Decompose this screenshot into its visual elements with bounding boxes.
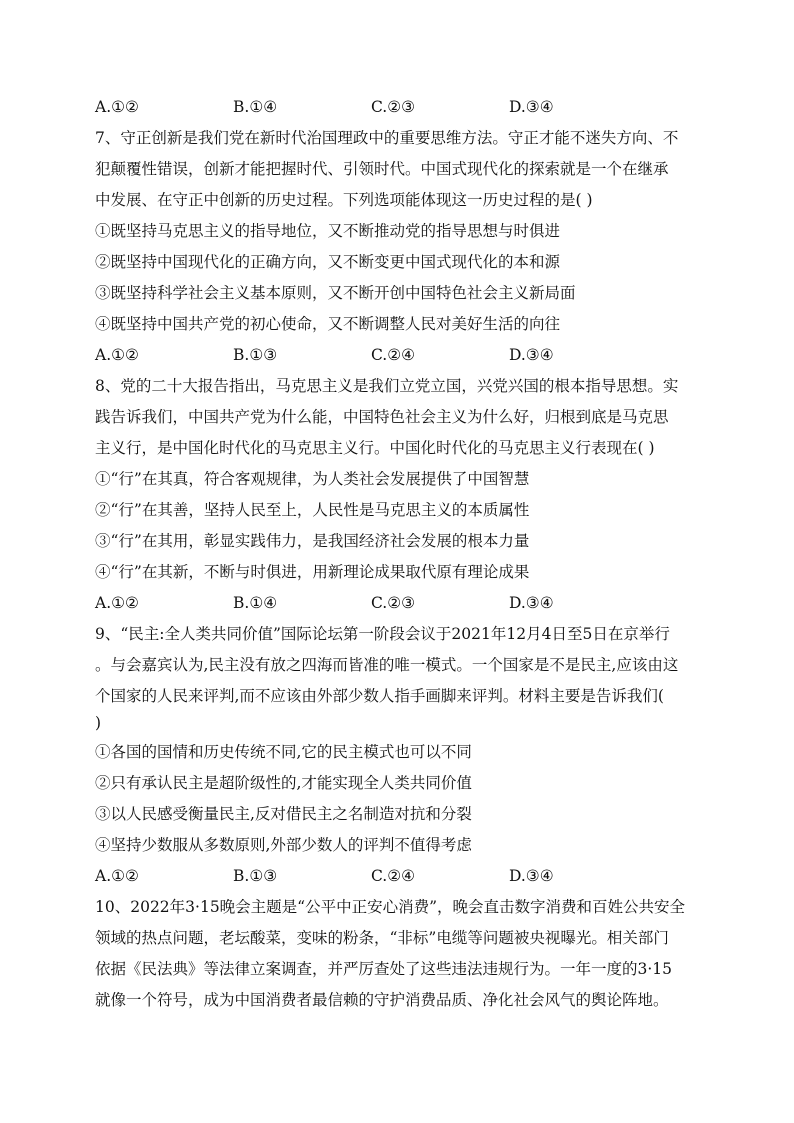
q10-stem-line-3: 依据《民法典》等法律立案调查，并严厉查处了这些违法违规行为。一年一度的3·15 — [95, 960, 673, 978]
q7-option-b[interactable]: B.①③ — [233, 346, 278, 364]
q8-options — [95, 593, 715, 615]
q9-options — [95, 866, 715, 888]
q7-stem-line-3: 中发展、在守正中创新的历史过程。下列选项能体现这一历史过程的是( ) — [95, 191, 593, 209]
q6-options — [95, 97, 715, 119]
q8-stem-line-2: 践告诉我们，中国共产党为什么能，中国特色社会主义为什么好，归根到底是马克思 — [95, 408, 669, 426]
q10-stem-line-1: 10、2022年3·15晚会主题是“公平中正安心消费”，晚会直击数字消费和百姓公共安全 — [95, 898, 686, 916]
q7-option-a[interactable]: A.①② — [95, 346, 139, 364]
q7-option-d[interactable]: D.③④ — [509, 346, 554, 364]
q9-stem-line-1: 9、“民主:全人类共同价值”国际论坛第一阶段会议于2021年12月4日至5日在京举行 — [95, 625, 670, 643]
q8-statement-3: ③“行”在其用，彰显实践伟力，是我国经济社会发展的根本力量 — [95, 532, 530, 550]
q9-statement-4: ④坚持少数服从多数原则,外部少数人的评判不值得考虑 — [95, 836, 472, 854]
q7-option-c[interactable]: C.②④ — [371, 346, 416, 364]
q8-option-a[interactable]: A.①② — [95, 594, 139, 612]
q9-option-d[interactable]: D.③④ — [509, 867, 554, 885]
q6-option-a[interactable]: A.①② — [95, 98, 139, 116]
q7-statement-3: ③既坚持科学社会主义基本原则，又不断开创中国特色社会主义新局面 — [95, 284, 576, 302]
q8-statement-1: ①“行”在其真，符合客观规律，为人类社会发展提供了中国智慧 — [95, 470, 530, 488]
q9-statement-3: ③以人民感受衡量民主,反对借民主之名制造对抗和分裂 — [95, 805, 472, 823]
q8-stem-line-3: 主义行，是中国化时代化的马克思主义行。中国化时代化的马克思主义行表现在( ) — [95, 439, 655, 457]
q9-stem-line-4: ) — [95, 714, 102, 732]
q9-statement-2: ②只有承认民主是超阶级性的,才能实现全人类共同价值 — [95, 774, 472, 792]
q9-option-b[interactable]: B.①③ — [233, 867, 278, 885]
q7-statement-2: ②既坚持中国现代化的正确方向，又不断变更中国式现代化的本和源 — [95, 253, 561, 271]
q8-option-c[interactable]: C.②③ — [371, 594, 416, 612]
q9-option-c[interactable]: C.②④ — [371, 867, 416, 885]
q7-statement-1: ①既坚持马克思主义的指导地位，又不断推动党的指导思想与时俱进 — [95, 222, 561, 240]
q8-statement-2: ②“行”在其善，坚持人民至上，人民性是马克思主义的本质属性 — [95, 501, 530, 519]
q10-stem-line-2: 领域的热点问题，老坛酸菜，变味的粉条，“非标”电缆等问题被央视曝光。相关部门 — [95, 929, 669, 947]
q6-option-c[interactable]: C.②③ — [371, 98, 416, 116]
q8-option-b[interactable]: B.①④ — [233, 594, 278, 612]
q9-statement-1: ①各国的国情和历史传统不同,它的民主模式也可以不同 — [95, 743, 472, 761]
q10-stem-line-4: 就像一个符号，成为中国消费者最信赖的守护消费品质、净化社会风气的舆论阵地。 — [95, 991, 669, 1009]
q7-stem-line-2: 犯颠覆性错误，创新才能把握时代、引领时代。中国式现代化的探索就是一个在继承 — [95, 160, 669, 178]
q8-stem-line-1: 8、党的二十大报告指出，马克思主义是我们立党立国，兴党兴国的根本指导思想。实 — [95, 377, 679, 395]
q9-stem-line-2: 。与会嘉宾认为,民主没有放之四海而皆准的唯一模式。一个国家是不是民主,应该由这 — [95, 656, 679, 674]
q9-stem-line-3: 个国家的人民来评判,而不应该由外部少数人指手画脚来评判。材料主要是告诉我们( — [95, 687, 664, 705]
q6-option-d[interactable]: D.③④ — [509, 98, 554, 116]
q8-statement-4: ④“行”在其新，不断与时俱进，用新理论成果取代原有理论成果 — [95, 563, 530, 581]
q9-option-a[interactable]: A.①② — [95, 867, 139, 885]
q8-option-d[interactable]: D.③④ — [509, 594, 554, 612]
q7-options — [95, 345, 715, 367]
q7-stem-line-1: 7、守正创新是我们党在新时代治国理政中的重要思维方法。守正才能不迷失方向、不 — [95, 129, 679, 147]
q7-statement-4: ④既坚持中国共产党的初心使命，又不断调整人民对美好生活的向往 — [95, 315, 561, 333]
q6-option-b[interactable]: B.①④ — [233, 98, 278, 116]
